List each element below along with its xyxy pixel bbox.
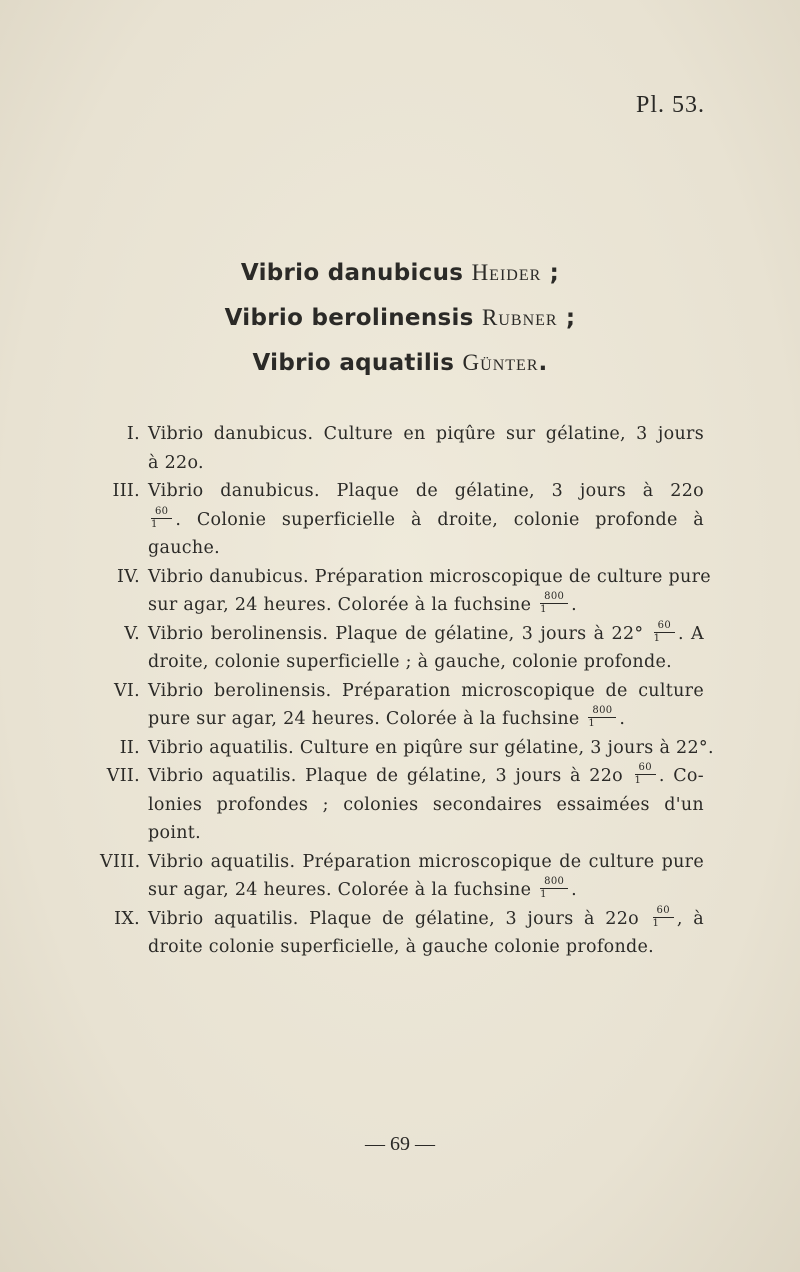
title-separator: .: [538, 350, 548, 376]
entry-text: Vibrio berolinensis. Plaque de gélatine, 3 jours à 22°: [148, 623, 644, 644]
species-author: Heider: [471, 260, 542, 285]
entry-text: . Co-: [658, 766, 704, 786]
title-line: [0, 340, 800, 385]
entry-text-line: [148, 506, 704, 535]
fraction-denominator: 1: [540, 604, 547, 615]
fraction: [540, 877, 568, 900]
plate-number: Pl. 53.: [635, 92, 705, 118]
entry-text: droite colonie superficielle, à gauche colonie profonde.: [148, 937, 655, 957]
entry-text: point.: [148, 823, 202, 843]
entry-text: sur agar, 24 heures. Colorée à la fuchsine: [148, 595, 532, 615]
entry-text: Vibrio aquatilis. Plaque de gélatine, 3 jours à 22o: [148, 766, 623, 786]
entry-text: Vibrio danubicus. Préparation microscopique de culture pure: [148, 566, 711, 587]
fraction-denominator: 1: [151, 518, 158, 530]
entry-text: Vibrio berolinensis. Préparation microscopique de culture: [148, 680, 704, 701]
title-separator: ;: [557, 305, 576, 331]
fraction: [540, 592, 568, 615]
species-name: Vibrio danubicus: [240, 260, 464, 286]
species-name: Vibrio berolinensis: [224, 305, 474, 331]
title-block: [0, 250, 800, 385]
legend-entry-ix: [100, 905, 704, 962]
entry-text: gauche.: [148, 538, 220, 558]
entry-text: . Colonie superficielle à droite, colonie profonde à: [175, 509, 704, 530]
entry-text: , à: [676, 908, 704, 929]
legend-entry-vii: [100, 762, 704, 848]
title-line: [0, 295, 800, 340]
fraction-numerator: 800: [540, 592, 568, 604]
entry-text: lonies profondes ; colonies secondaires essaimées d'un: [148, 794, 704, 815]
entry-text-line: [148, 762, 704, 791]
entry-number: II.: [119, 737, 140, 758]
entry-text-line: [148, 620, 704, 649]
entry-text: .: [571, 880, 578, 900]
entry-text: à 22o.: [148, 452, 204, 473]
entry-text-line: [148, 905, 704, 934]
entry-number: IV.: [117, 566, 140, 587]
fraction: [151, 507, 172, 530]
entry-text: Vibrio danubicus. Culture en piqûre sur gélatine, 3 jours: [148, 424, 704, 444]
fraction: [653, 906, 674, 929]
species-author: Rubner: [482, 305, 558, 330]
fraction-denominator: 1: [540, 889, 547, 900]
entry-text: sur agar, 24 heures. Colorée à la fuchsine: [148, 880, 532, 900]
fraction-numerator: 800: [540, 877, 568, 889]
legend-entry-iv: [100, 563, 711, 620]
fraction-denominator: 1: [634, 775, 642, 786]
legend-entry-i: [100, 420, 704, 477]
entry-number: V.: [124, 623, 140, 644]
entry-number: IX.: [114, 908, 140, 929]
entry-number: VI.: [113, 680, 140, 701]
fraction: [588, 706, 616, 729]
fraction-numerator: 60: [654, 621, 675, 633]
fraction-numerator: 60: [635, 763, 656, 775]
entry-number: III.: [112, 481, 140, 501]
entry-text: Vibrio aquatilis. Culture en piqûre sur gélatine, 3 jours à 22°.: [148, 737, 714, 758]
legend-entry-viii: [100, 848, 704, 905]
entry-text: Vibrio danubicus. Plaque de gélatine, 3 jours à 22o: [148, 481, 704, 501]
title-line: [0, 250, 800, 295]
legend-entry-vi: [100, 677, 704, 734]
fraction-denominator: 1: [652, 917, 660, 929]
entry-text: Vibrio aquatilis. Plaque de gélatine, 3 jours à 22o: [148, 908, 639, 929]
fraction-numerator: 60: [151, 507, 172, 519]
entry-text: .: [619, 709, 626, 729]
fraction-denominator: 1: [588, 718, 596, 729]
entry-text: .: [571, 595, 578, 615]
legend-entry-ii: [100, 734, 714, 763]
entry-number: I.: [126, 424, 140, 444]
entry-text: Vibrio aquatilis. Préparation microscopique de culture pure: [148, 851, 704, 872]
entry-number: VIII.: [100, 851, 141, 872]
entry-text-line: [148, 705, 704, 734]
species-name: Vibrio aquatilis: [252, 350, 455, 376]
legend-entry-v: [100, 620, 704, 677]
entry-text: pure sur agar, 24 heures. Colorée à la fuchsine: [148, 709, 580, 729]
fraction: [635, 763, 656, 786]
entry-text: droite, colonie superficielle ; à gauche, colonie profonde.: [148, 652, 672, 672]
species-author: Günter: [462, 350, 539, 375]
page-number: — 69 —: [365, 1133, 435, 1155]
entry-number: VII.: [106, 766, 140, 786]
legend-entry-iii: [100, 477, 704, 563]
fraction-denominator: 1: [653, 632, 661, 644]
fraction: [654, 621, 675, 644]
entry-text-line: [148, 591, 704, 620]
fraction-numerator: 60: [653, 906, 674, 918]
entry-text-line: [148, 876, 704, 905]
title-separator: ;: [541, 260, 560, 286]
fraction-numerator: 800: [588, 706, 616, 718]
entry-text: . A: [677, 623, 704, 644]
figure-legend-list: [100, 420, 714, 962]
